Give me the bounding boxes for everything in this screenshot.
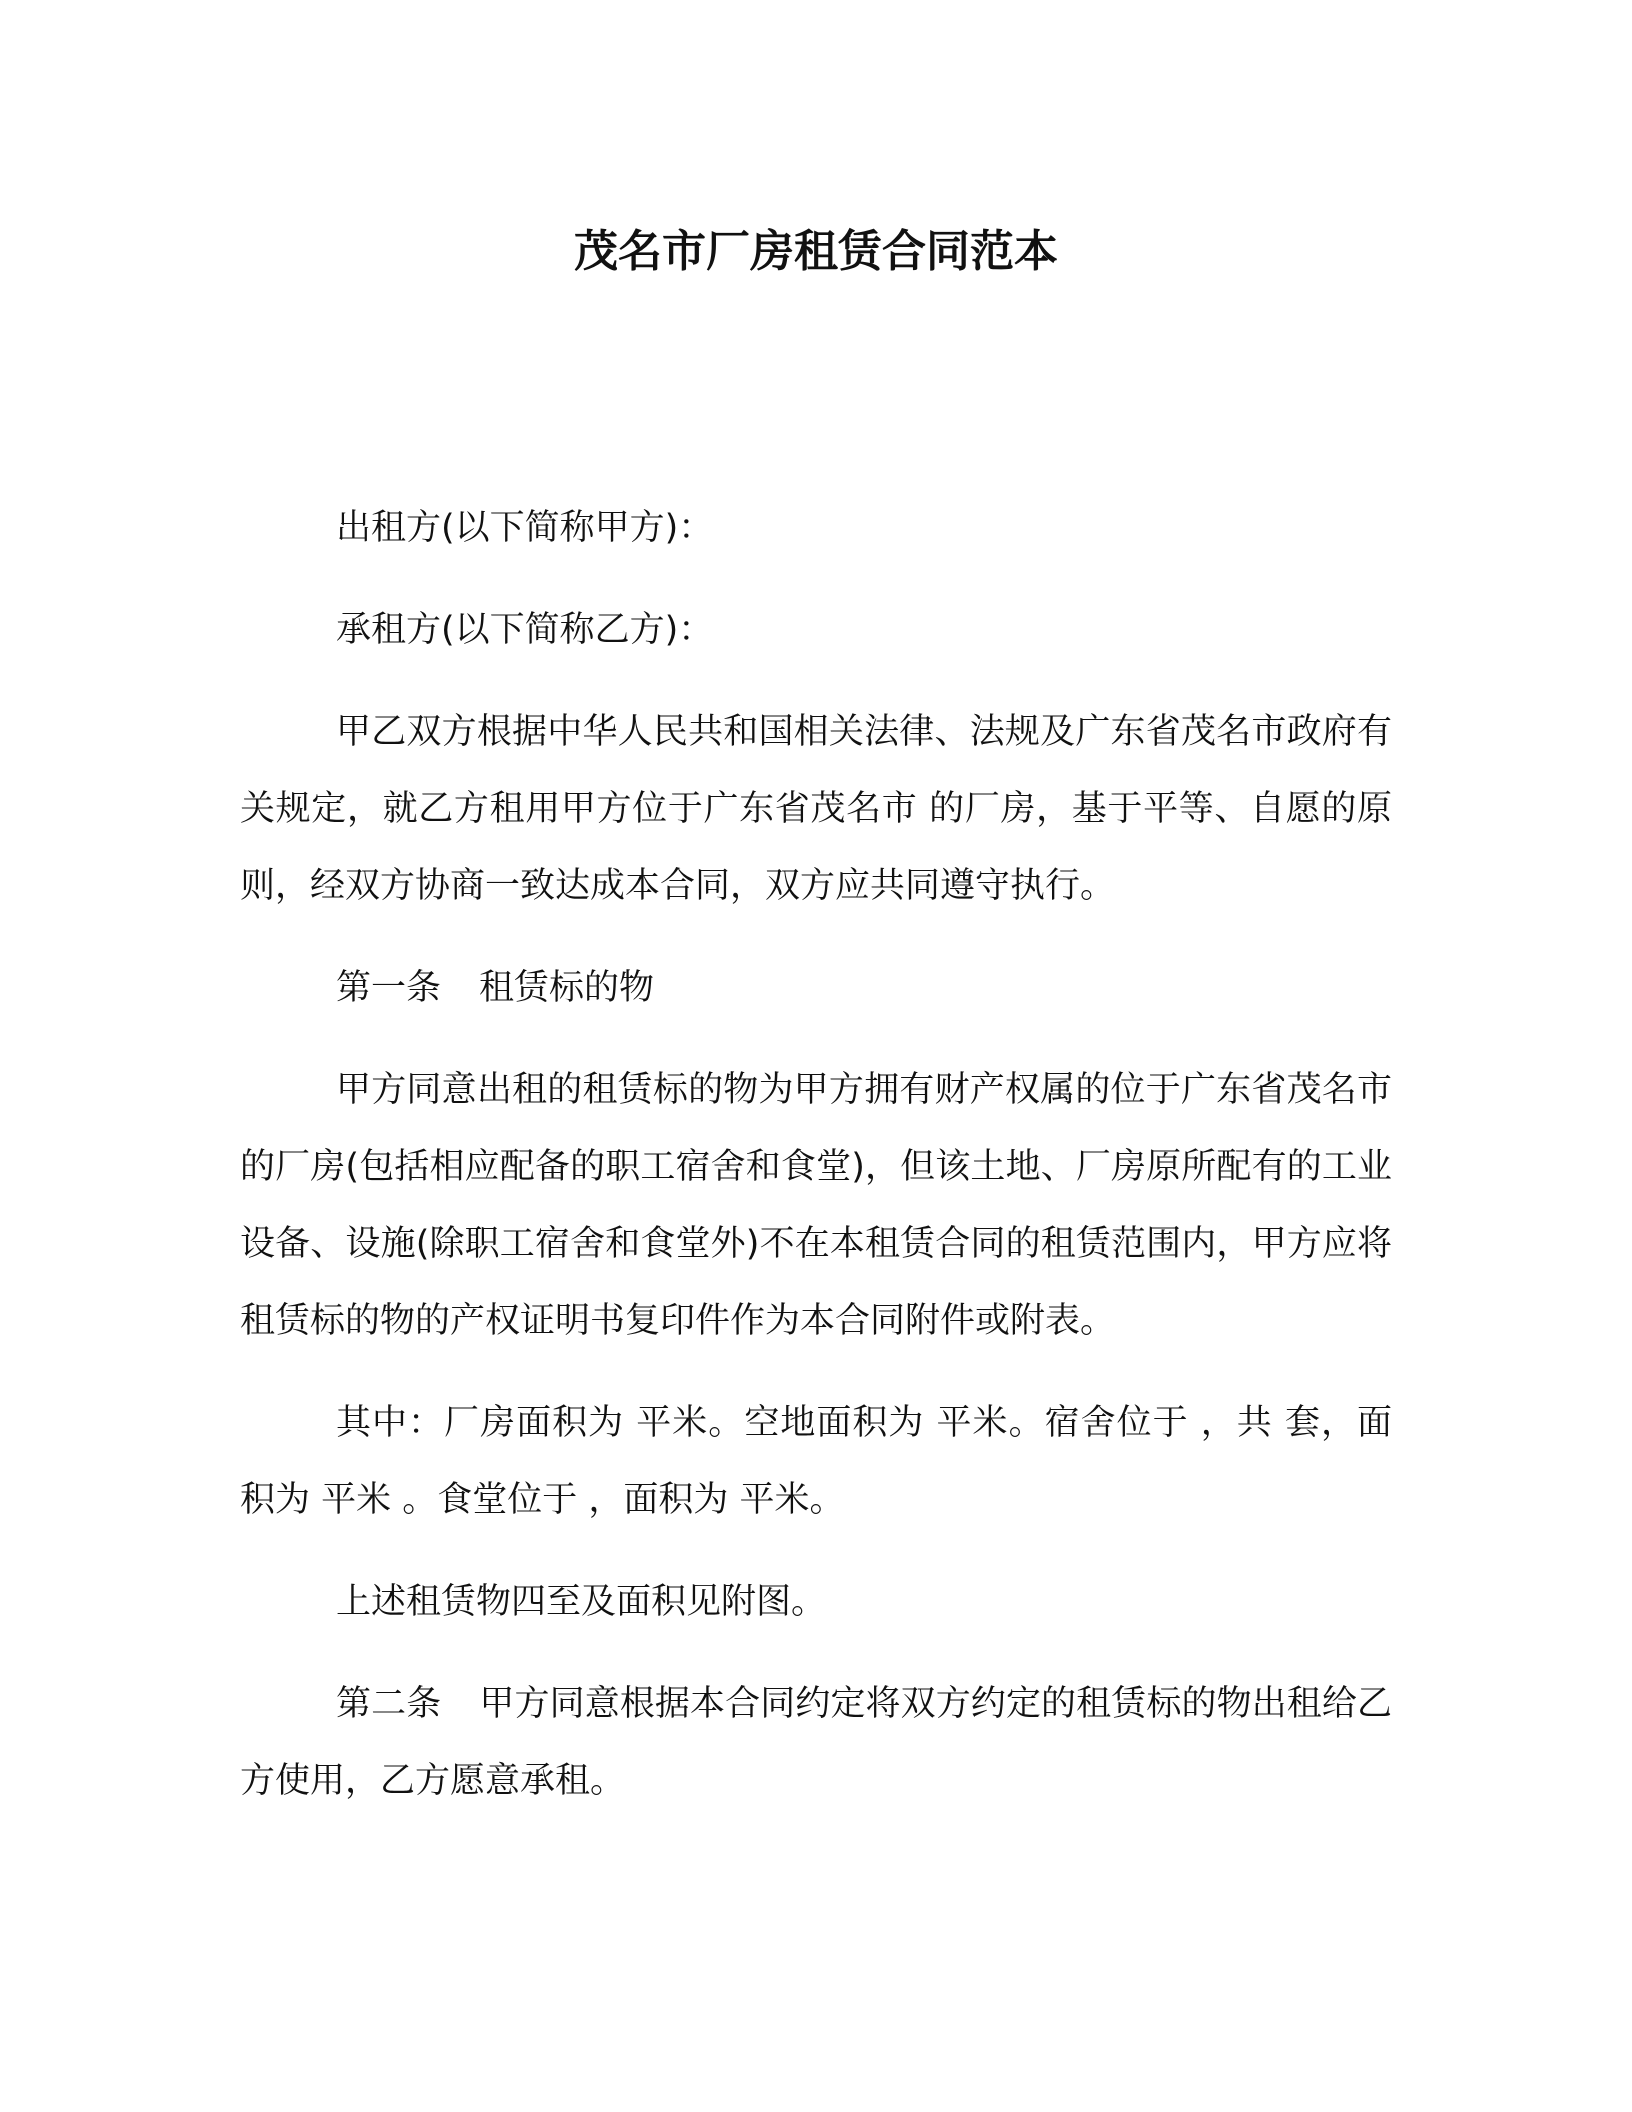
article-1-heading <box>240 950 1392 1027</box>
document-body <box>240 490 1392 1845</box>
article-2-number: 第二条 <box>336 1684 442 1724</box>
boundary-paragraph: 上述租赁物四至及面积见附图。 <box>336 1582 827 1622</box>
article-1-number: 第一条 <box>336 968 442 1008</box>
lessee-line: 承租方(以下简称乙方)： <box>336 610 714 650</box>
lease-object-paragraph: 甲方同意出租的租赁标的物为甲方拥有财产权属的位于广东省茂名市 的厂房(包括相应配备的职工宿舍和食堂)，但该土地、厂房原所配有的工业设备、设施(除职工宿舍和食堂外)不在本租赁合同的租赁范围内，甲方应将租赁标的物的产权证明书复印件作为本合同附件或附表。 <box>240 1070 1392 1341</box>
article-2-text: 甲方同意根据本合同约定将双方约定的租赁标的物出租给乙方使用，乙方愿意承租。 <box>240 1684 1392 1801</box>
area-paragraph: 其中：厂房面积为 平米。空地面积为 平米。宿舍位于 ，共 套，面积为 平米 。食堂位于 ，面积为 平米。 <box>240 1403 1392 1520</box>
document-title: 茂名市厂房租赁合同范本 <box>574 226 1058 277</box>
article-1-title: 租赁标的物 <box>479 968 655 1008</box>
lessor-line: 出租方(以下简称甲方)： <box>336 508 714 548</box>
article-2-paragraph <box>240 1666 1392 1820</box>
preamble-paragraph: 甲乙双方根据中华人民共和国相关法律、法规及广东省茂名市政府有关规定，就乙方租用甲方位于广东省茂名市 的厂房，基于平等、自愿的原则，经双方协商一致达成本合同，双方应共同遵守执行。 <box>240 712 1392 906</box>
